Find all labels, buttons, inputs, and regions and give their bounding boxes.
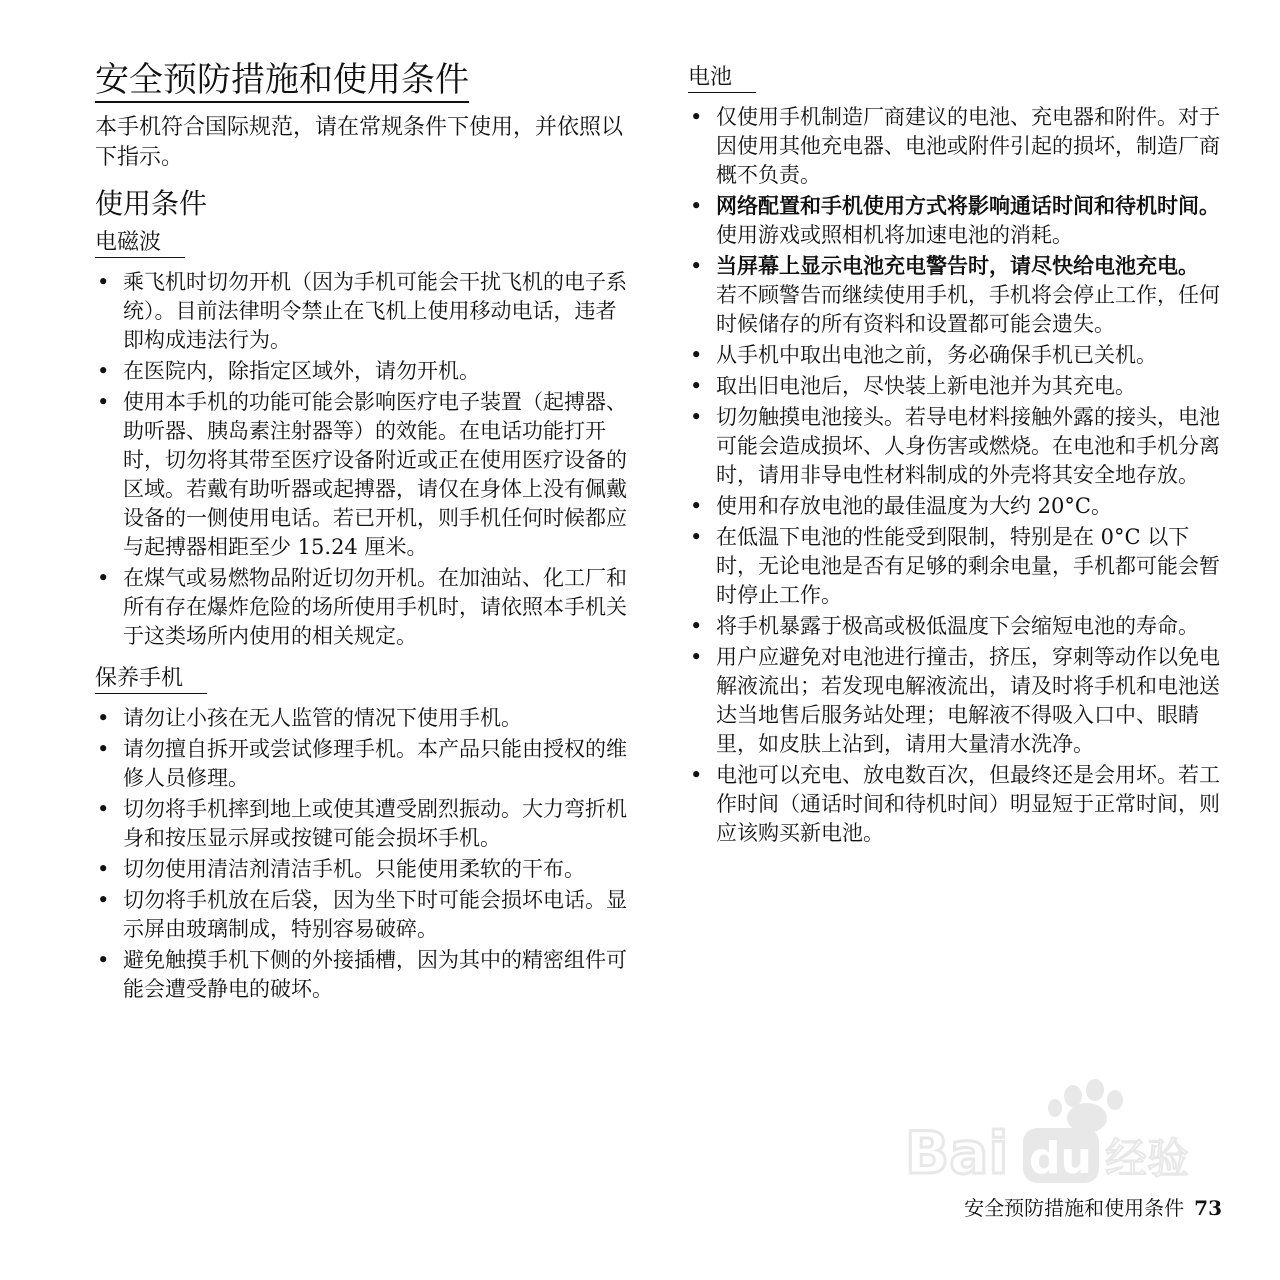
list-item: • 用户应避免对电池进行撞击，挤压，穿刺等动作以免电解液流出；若发现电解液流出，请及时将手机和电池送达当地售后服务站处理；电解液不得吸入口中、眼睛里，如皮肤上沾到，请用大量清水洗净。 [688, 643, 1228, 759]
list-item: • 乘飞机时切勿开机（因为手机可能会干扰飞机的电子系统）。目前法律明令禁止在飞机上使用移动电话，违者即构成违法行为。 [95, 268, 635, 355]
list-item: • 取出旧电池后，尽快装上新电池并为其充电。 [688, 372, 1228, 401]
list-item [688, 252, 1228, 339]
battery-list [688, 103, 1228, 848]
subheading-phone-care: 保养手机 [95, 665, 207, 694]
list-item: • 仅使用手机制造厂商建议的电池、充电器和附件。对于因使用其他充电器、电池或附件引起的损坏，制造厂商概不负责。 [688, 103, 1228, 190]
subheading-em-waves: 电磁波 [95, 229, 185, 258]
em-list [95, 268, 635, 651]
list-item [688, 192, 1228, 250]
list-item: • 从手机中取出电池之前，务必确保手机已关机。 [688, 341, 1228, 370]
page-number: 73 [1194, 1196, 1222, 1220]
baidu-watermark-logo [895, 1078, 1195, 1188]
bold-lead-text: • 当屏幕上显示电池充电警告时，请尽快给电池充电。 [716, 254, 1199, 278]
list-item: • 切勿触摸电池接头。若导电材料接触外露的接头，电池可能会造成损坏、人身伤害或燃烧。在电池和手机分离时，请用非导电性材料制成的外壳将其安全地存放。 [688, 403, 1228, 490]
list-item: • 切勿使用清洁剂清洁手机。只能使用柔软的干布。 [95, 855, 635, 884]
list-item: • 使用和存放电池的最佳温度为大约 20°C。 [688, 492, 1228, 521]
item-detail-text: 若不顾警告而继续使用手机，手机将会停止工作，任何时候储存的所有资料和设置都可能会遗失。 [716, 283, 1220, 336]
list-item: • 切勿将手机摔到地上或使其遭受剧烈振动。大力弯折机身和按压显示屏或按键可能会损坏手机。 [95, 795, 635, 853]
page-footer [964, 1196, 1222, 1220]
right-column [688, 60, 1228, 858]
list-item: • 电池可以充电、放电数百次，但最终还是会用坏。若工作时间（通话时间和待机时间）明显短于正常时间，则应该购买新电池。 [688, 761, 1228, 848]
list-item: • 将手机暴露于极高或极低温度下会缩短电池的寿命。 [688, 612, 1228, 641]
list-item: • 请勿让小孩在无人监管的情况下使用手机。 [95, 704, 635, 733]
intro-paragraph: 本手机符合国际规范，请在常规条件下使用，并依照以下指示。 [95, 115, 624, 170]
list-item: • 切勿将手机放在后袋，因为坐下时可能会损坏电话。显示屏由玻璃制成，特别容易破碎。 [95, 886, 635, 944]
list-item: • 在低温下电池的性能受到限制，特别是在 0°C 以下时，无论电池是否有足够的剩余电量，手机都可能会暂时停止工作。 [688, 523, 1228, 610]
item-detail-text: 使用游戏或照相机将加速电池的消耗。 [716, 223, 1073, 247]
svg-text:du: du [1029, 1133, 1092, 1184]
list-item: • 在煤气或易燃物品附近切勿开机。在加油站、化工厂和所有存在爆炸危险的场所使用手机时，请依照本手机关于这类场所内使用的相关规定。 [95, 564, 635, 651]
list-item: • 在医院内，除指定区域外，请勿开机。 [95, 357, 635, 386]
svg-text:Bai: Bai [905, 1119, 1009, 1187]
list-item: • 避免触摸手机下侧的外接插槽，因为其中的精密组件可能会遭受静电的破坏。 [95, 946, 635, 1004]
care-list [95, 704, 635, 1004]
list-item: • 请勿擅自拆开或尝试修理手机。本产品只能由授权的维修人员修理。 [95, 735, 635, 793]
subheading-battery: 电池 [688, 64, 756, 93]
left-column [95, 60, 635, 1014]
bold-lead-text: • 网络配置和手机使用方式将影响通话时间和待机时间。 [716, 194, 1220, 218]
svg-text:经验: 经验 [1105, 1134, 1190, 1183]
section-title-usage: 使用条件 [95, 187, 208, 220]
page-title: 安全预防措施和使用条件 [95, 60, 469, 103]
footer-section-name: 安全预防措施和使用条件 [964, 1196, 1185, 1220]
list-item: • 使用本手机的功能可能会影响医疗电子装置（起搏器、助听器、胰岛素注射器等）的效能。在电话功能打开时，切勿将其带至医疗设备附近或正在使用医疗设备的区域。若戴有助听器或起搏器，请仅在身体上没有佩戴设备的一侧使用电话。若已开机，则手机任何时候都应与起搏器相距至少 15.24 厘米。 [95, 388, 635, 562]
